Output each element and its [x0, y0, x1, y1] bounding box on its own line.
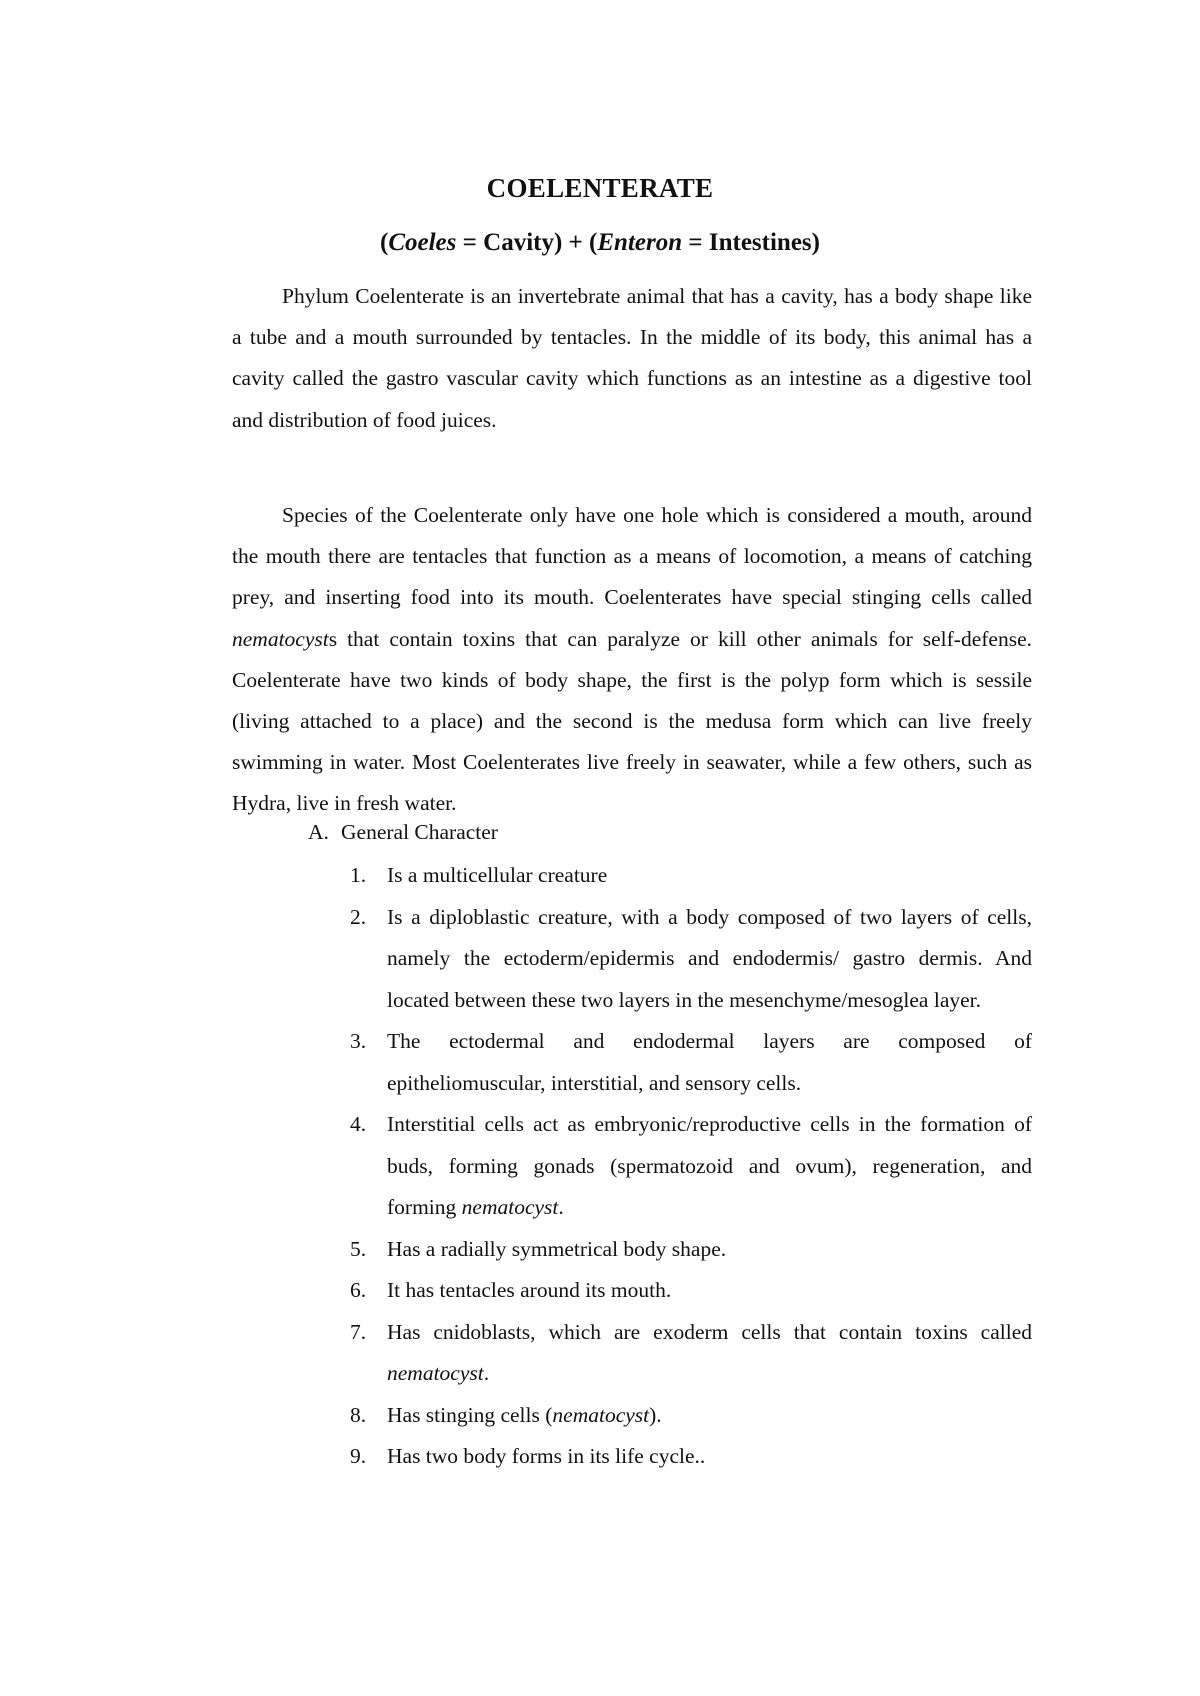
list-item-text: Has stinging cells ( [387, 1402, 553, 1427]
list-item-number: 1. [350, 863, 367, 887]
list-item-number: 3. [350, 1029, 367, 1053]
paragraph-species [232, 495, 1032, 825]
list-item-italic: nematocyst [552, 1402, 650, 1427]
list-item [350, 855, 1032, 897]
list-item [350, 1229, 1032, 1271]
paragraph-intro: Phylum Coelenterate is an invertebrate animal that has a cavity, has a body shape like a tube and a mouth surrounded by tentacles. In the middle of its body, this animal has a cavity called the gastro vascular cavity which functions as an intestine as a digestive tool and distribution of food juices. [232, 284, 1032, 432]
list-item-number: 6. [350, 1278, 367, 1302]
document-subtitle [0, 227, 1200, 259]
list-item-text: Has cnidoblasts, which are exoderm cells that contain toxins called [387, 1319, 1032, 1344]
subtitle-cavity: = Cavity) + ( [456, 229, 598, 256]
subtitle-term-coeles: Coeles [388, 229, 457, 256]
list-item-italic: nematocyst [461, 1195, 559, 1219]
paragraph-species-italic: nematocyst [232, 626, 329, 651]
list-item-text: Interstitial cells act as embryonic/reproductive cells in the formation of buds, forming gonads (spermatozoid and ovum), regeneration, and forming [387, 1112, 1032, 1219]
subtitle-open: ( [380, 229, 389, 256]
list-item-italic: nematocyst [387, 1361, 484, 1385]
list-item-text: It has tentacles around its mouth. [387, 1278, 672, 1302]
list-item-number: 5. [350, 1236, 367, 1261]
document-title: COELENTERATE [486, 173, 714, 203]
paragraph-species-part1: Species of the Coelenterate only have one hole which is considered a mouth, around the mouth there are tentacles that function as a means of locomotion, a means of catching prey, and inserting food into its mouth. Coelenterates have special stinging cells called [232, 503, 1032, 610]
list-item-text: Has a radially symmetrical body shape. [387, 1236, 727, 1261]
list-item-text: Is a multicellular creature [387, 863, 608, 887]
list-item [350, 1270, 1032, 1312]
character-list [350, 855, 1032, 1478]
section-heading-text: General Character [341, 820, 498, 844]
section-letter: A. [308, 820, 329, 844]
list-item-number: 4. [350, 1112, 367, 1136]
list-item [350, 1395, 1032, 1437]
list-item-text: Is a diploblastic creature, with a body composed of two layers of cells, namely the ectoderm/epidermis and endodermis/ gastro dermis. And located between these two layers in the mesenchyme/mesoglea layer. [387, 904, 1032, 1012]
list-item [350, 1021, 1032, 1104]
list-item-text: The ectodermal and endodermal layers are composed of epitheliomuscular, interstitial, and sensory cells. [387, 1029, 1032, 1095]
list-item-number: 8. [350, 1402, 367, 1427]
list-item-after: . [558, 1195, 564, 1219]
list-item-number: 9. [350, 1444, 367, 1468]
section-heading [308, 816, 498, 848]
subtitle-intestines: = Intestines) [682, 229, 820, 256]
list-item-after: . [483, 1361, 490, 1385]
list-item-number: 2. [350, 904, 367, 929]
list-item-after: ). [649, 1402, 662, 1427]
list-item [350, 1312, 1032, 1395]
list-item [350, 1104, 1032, 1229]
list-item [350, 897, 1032, 1022]
list-item [350, 1436, 1032, 1478]
paragraph-species-part2: s that contain toxins that can paralyze or kill other animals for self-defense. Coelenterate have two kinds of body shape, the first is the polyp form which is sessile (living attached to a place) and the second is the medusa form which can live freely swimming in water. Most Coelenterates live freely in seawater, while a few others, such as Hydra, live in fresh water. [232, 626, 1032, 816]
subtitle-term-enteron: Enteron [597, 229, 683, 256]
list-item-text: Has two body forms in its life cycle.. [387, 1444, 706, 1468]
list-item-number: 7. [350, 1319, 367, 1344]
